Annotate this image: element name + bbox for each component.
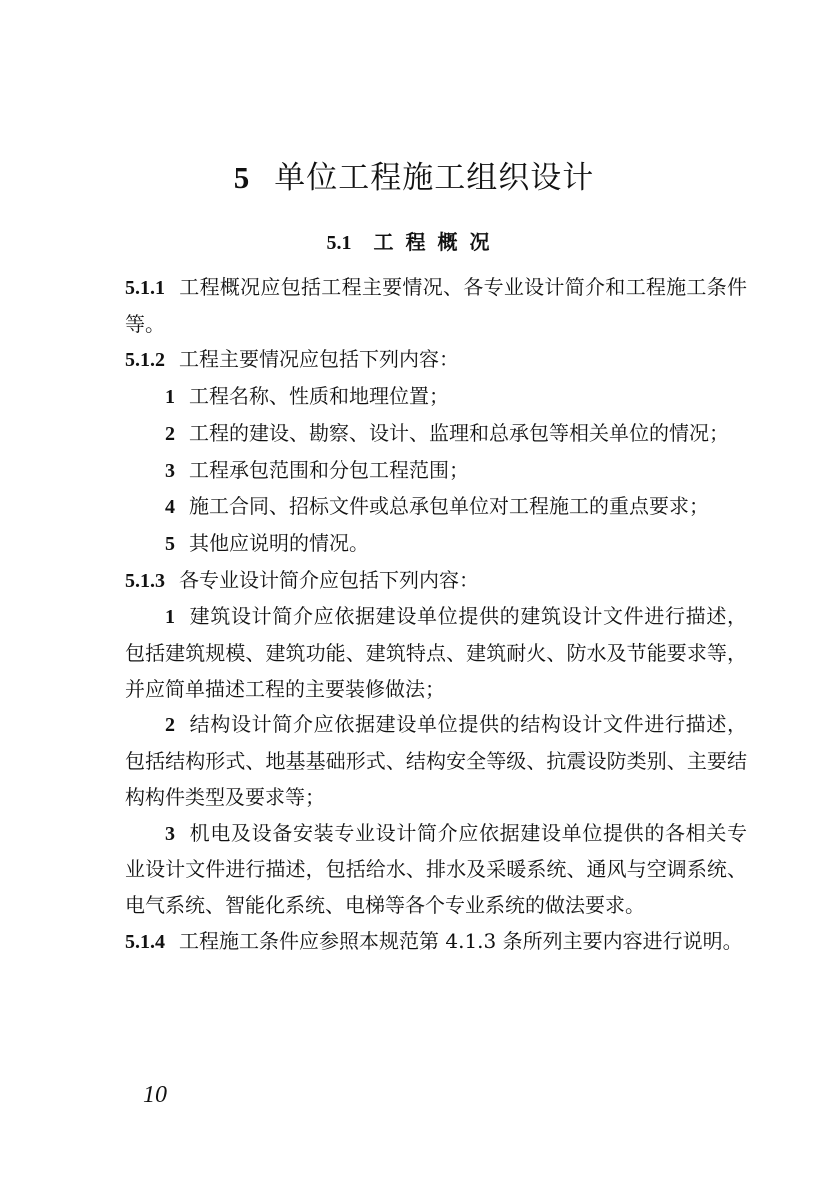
item-text: 工程承包范围和分包工程范围； [189, 457, 469, 482]
section-title [0, 226, 828, 255]
clause-number: 5.1.4 [125, 930, 165, 953]
clause-text: 工程主要情况应包括下列内容： [179, 347, 459, 372]
section-title-text: 工程概况 [373, 230, 502, 254]
list-item [125, 416, 747, 453]
item-number: 5 [165, 532, 175, 555]
list-item [125, 816, 747, 924]
item-number: 1 [165, 386, 175, 409]
list-item [125, 526, 747, 563]
page-number: 10 [143, 1082, 167, 1108]
list-item [125, 707, 747, 815]
clause-5-1-2 [125, 342, 747, 379]
item-number: 2 [165, 422, 175, 445]
clause-text: 工程施工条件应参照本规范第 4.1.3 条所列主要内容进行说明。 [179, 928, 743, 953]
clause-text: 各专业设计简介应包括下列内容： [179, 567, 479, 592]
clause-number: 5.1.2 [125, 349, 165, 372]
item-text: 机电及设备安装专业设计简介应依据建设单位提供的各相关专业设计文件进行描述，包括给水、排水及采暖系统、通风与空调系统、电气系统、智能化系统、电梯等各个专业系统的做法要求。 [125, 820, 747, 917]
item-number: 1 [165, 606, 175, 629]
item-text: 结构设计简介应依据建设单位提供的结构设计文件进行描述，包括结构形式、地基基础形式、结构安全等级、抗震设防类别、主要结构构件类型及要求等； [125, 712, 747, 809]
clause-number: 5.1.1 [125, 277, 165, 299]
list-item [125, 453, 747, 490]
chapter-title [0, 152, 828, 197]
section-number: 5.1 [326, 232, 352, 254]
item-number: 3 [165, 822, 175, 845]
item-text: 工程名称、性质和地理位置； [189, 384, 449, 409]
body-text [125, 270, 747, 960]
item-text: 建筑设计简介应依据建设单位提供的建筑设计文件进行描述，包括建筑规模、建筑功能、建筑特点、建筑耐火、防水及节能要求等，并应简单描述工程的主要装修做法； [125, 604, 747, 701]
clause-5-1-4 [125, 924, 747, 961]
item-number: 3 [165, 459, 175, 482]
list-item [125, 599, 747, 707]
clause-text: 工程概况应包括工程主要情况、各专业设计简介和工程施工条件等。 [125, 275, 747, 336]
item-text: 工程的建设、勘察、设计、监理和总承包等相关单位的情况； [189, 420, 729, 445]
chapter-title-text: 单位工程施工组织设计 [274, 160, 595, 196]
clause-5-1-3 [125, 563, 747, 600]
clause-number: 5.1.3 [125, 569, 165, 592]
item-text: 施工合同、招标文件或总承包单位对工程施工的重点要求； [189, 494, 709, 519]
item-number: 4 [165, 496, 175, 519]
item-text: 其他应说明的情况。 [189, 530, 369, 555]
item-number: 2 [165, 714, 175, 737]
chapter-number: 5 [233, 160, 251, 195]
clause-5-1-1 [125, 270, 747, 342]
list-item [125, 489, 747, 526]
list-item [125, 379, 747, 416]
